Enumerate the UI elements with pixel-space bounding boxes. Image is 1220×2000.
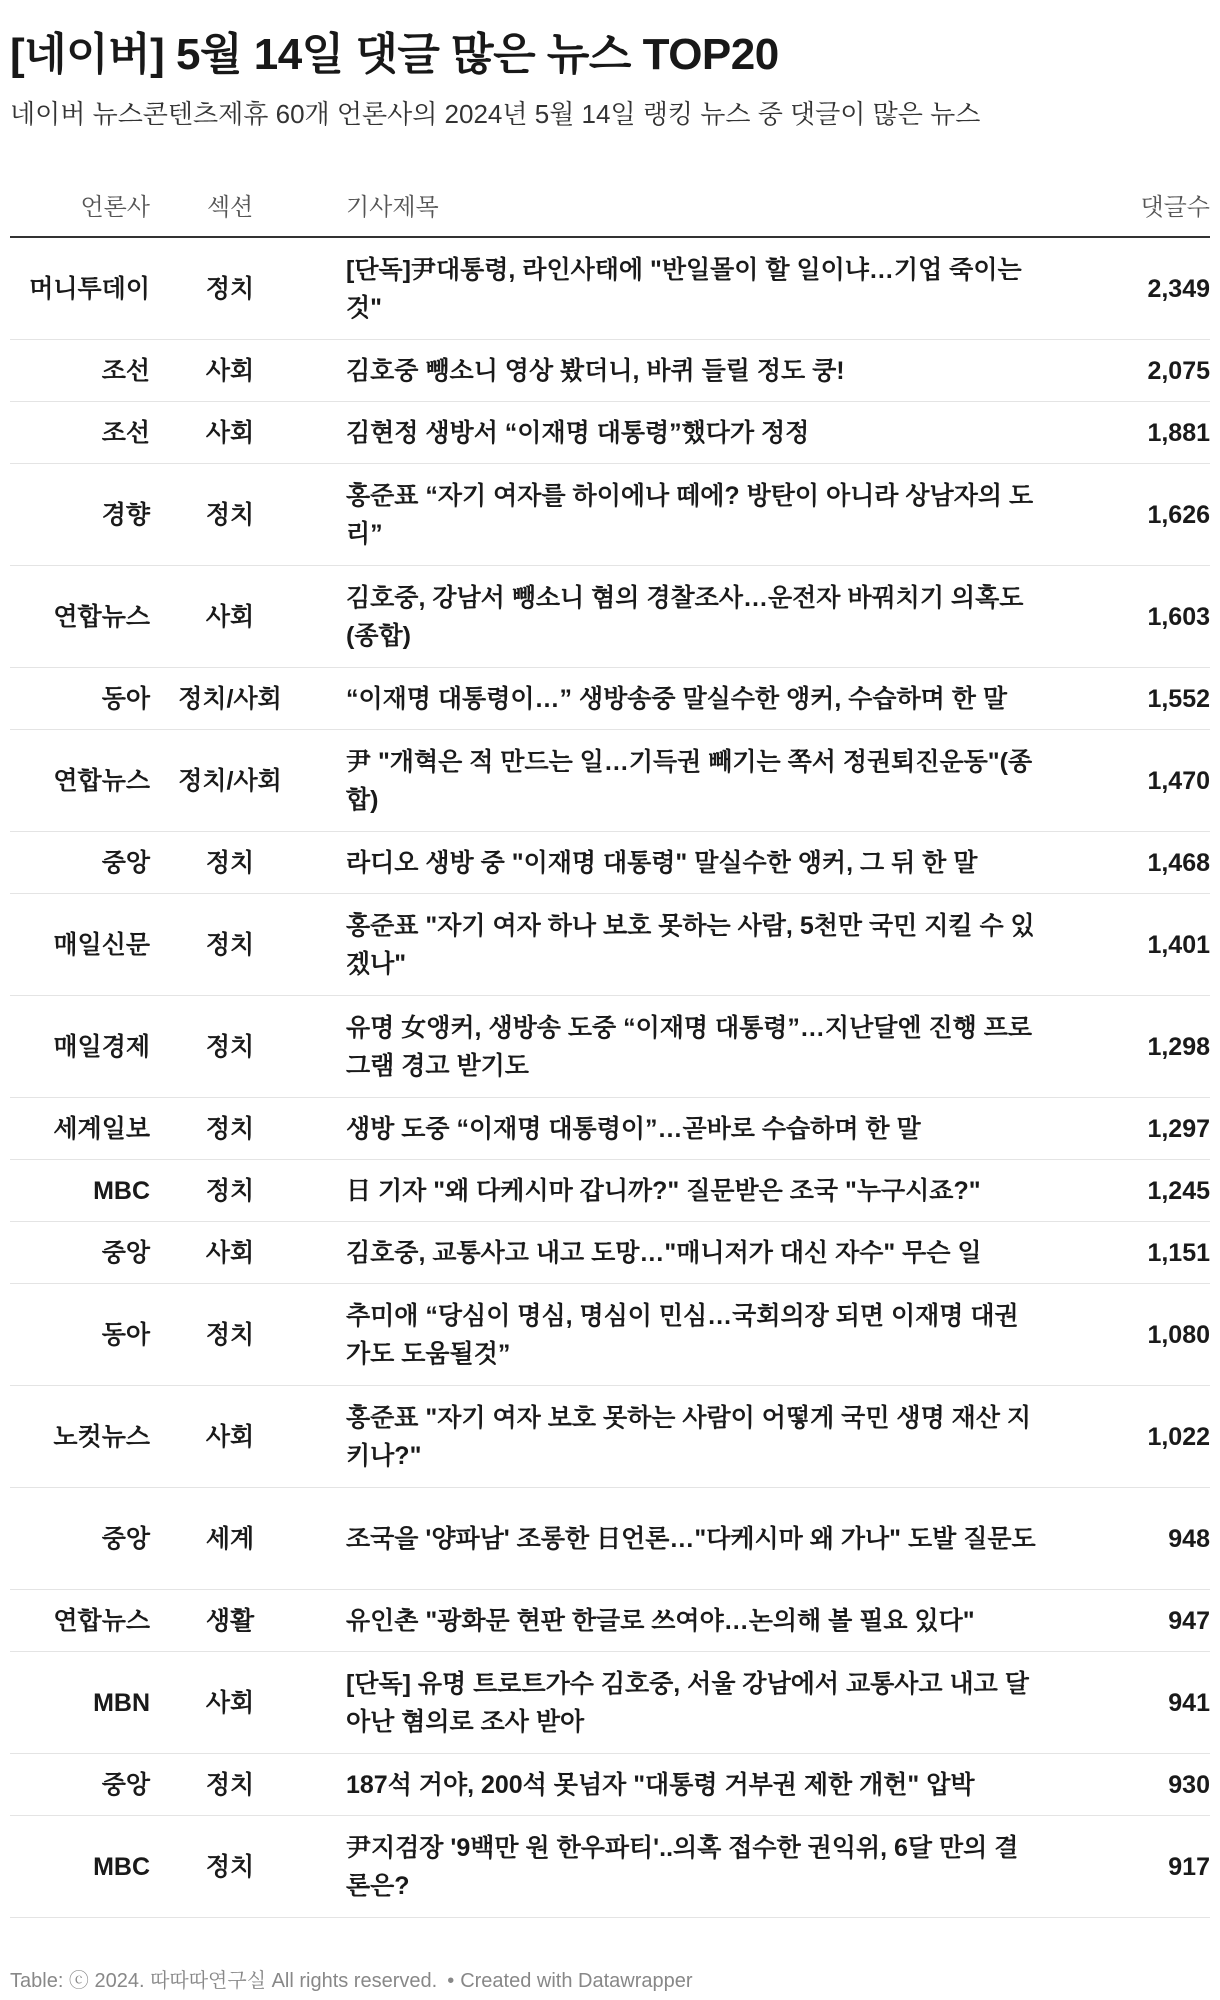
headline-text: 생방 도중 “이재명 대통령이”…곧바로 수습하며 한 말 <box>346 1114 921 1143</box>
cell-section: 정치 <box>150 1160 310 1222</box>
headline-text: 김호중 뺑소니 영상 봤더니, 바퀴 들릴 정도 쿵! <box>346 356 845 385</box>
headline-text: 유명 女앵커, 생방송 도중 “이재명 대통령”…지난달엔 진행 프로그램 경고 받기도 <box>346 1013 1033 1080</box>
cell-headline <box>310 668 1050 730</box>
cell-section: 정치 <box>150 237 310 340</box>
cell-headline <box>310 464 1050 566</box>
cell-comment-count: 1,552 <box>1050 668 1210 730</box>
headline-text: 홍준표 "자기 여자 하나 보호 못하는 사람, 5천만 국민 지킬 수 있겠나" <box>346 911 1035 978</box>
cell-headline <box>310 340 1050 402</box>
table-row <box>10 1652 1210 1754</box>
cell-publisher: 조선 <box>10 340 150 402</box>
cell-comment-count: 1,151 <box>1050 1222 1210 1284</box>
cell-headline <box>310 402 1050 464</box>
headline-text: 유인촌 "광화문 현판 한글로 쓰여야…논의해 볼 필요 있다" <box>346 1606 975 1635</box>
table-row <box>10 668 1210 730</box>
cell-section: 정치/사회 <box>150 730 310 832</box>
column-header-section: 섹션 <box>150 172 310 237</box>
cell-comment-count: 941 <box>1050 1652 1210 1754</box>
cell-headline <box>310 996 1050 1098</box>
headline-text: 홍준표 "자기 여자 보호 못하는 사람이 어떻게 국민 생명 재산 지키나?" <box>346 1403 1032 1470</box>
headline-text: 김호중, 강남서 뺑소니 혐의 경찰조사…운전자 바꿔치기 의혹도(종합) <box>346 583 1024 650</box>
cell-comment-count: 1,245 <box>1050 1160 1210 1222</box>
cell-headline <box>310 1590 1050 1652</box>
cell-comment-count: 1,626 <box>1050 464 1210 566</box>
cell-section: 사회 <box>150 402 310 464</box>
cell-comment-count: 917 <box>1050 1816 1210 1918</box>
cell-comment-count: 1,298 <box>1050 996 1210 1098</box>
cell-section: 정치 <box>150 1284 310 1386</box>
cell-headline <box>310 1284 1050 1386</box>
table-row <box>10 1488 1210 1590</box>
table-row <box>10 1284 1210 1386</box>
table-row <box>10 402 1210 464</box>
cell-comment-count: 1,468 <box>1050 832 1210 894</box>
headline-text: 187석 거야, 200석 못넘자 "대통령 거부권 제한 개헌" 압박 <box>346 1770 975 1799</box>
cell-headline <box>310 832 1050 894</box>
cell-headline <box>310 1754 1050 1816</box>
cell-comment-count: 1,881 <box>1050 402 1210 464</box>
cell-comment-count: 1,080 <box>1050 1284 1210 1386</box>
cell-section: 정치 <box>150 996 310 1098</box>
headline-text: 尹 "개혁은 적 만드는 일…기득권 빼기는 쪽서 정권퇴진운동"(종합) <box>346 747 1033 814</box>
table-row <box>10 730 1210 832</box>
column-header-headline <box>310 172 1050 237</box>
cell-publisher: MBC <box>10 1816 150 1918</box>
cell-comment-count: 1,297 <box>1050 1098 1210 1160</box>
table-body <box>10 237 1210 1918</box>
headline-text: 추미애 “당심이 명심, 명심이 민심…국회의장 되면 이재명 대권가도 도움될것” <box>346 1301 1019 1368</box>
cell-comment-count: 2,349 <box>1050 237 1210 340</box>
headline-text: [단독]尹대통령, 라인사태에 "반일몰이 할 일이냐…기업 죽이는 것" <box>346 255 1022 322</box>
cell-publisher: 중앙 <box>10 1754 150 1816</box>
comments-ranking-table <box>10 172 1210 1918</box>
column-header-comments: 댓글수 <box>1050 172 1210 237</box>
table-row <box>10 1160 1210 1222</box>
cell-publisher: 조선 <box>10 402 150 464</box>
cell-section: 정치/사회 <box>150 668 310 730</box>
headline-text: 尹지검장 '9백만 원 한우파티'..의혹 접수한 권익위, 6달 만의 결론은? <box>346 1833 1019 1900</box>
table-row <box>10 894 1210 996</box>
cell-comment-count: 1,401 <box>1050 894 1210 996</box>
cell-section: 정치 <box>150 832 310 894</box>
cell-section: 생활 <box>150 1590 310 1652</box>
footer-credit: Table: ⓒ 2024. 따따따연구실 All rights reserved. <box>10 1970 438 1992</box>
table-title: [네이버] 5월 14일 댓글 많은 뉴스 TOP20 <box>10 30 779 79</box>
cell-publisher: 노컷뉴스 <box>10 1386 150 1488</box>
table-row <box>10 996 1210 1098</box>
cell-publisher: 세계일보 <box>10 1098 150 1160</box>
headline-text: [단독] 유명 트로트가수 김호중, 서울 강남에서 교통사고 내고 달아난 혐의로 조사 받아 <box>346 1669 1029 1736</box>
cell-headline <box>310 1386 1050 1488</box>
cell-headline <box>310 894 1050 996</box>
cell-publisher: 매일경제 <box>10 996 150 1098</box>
headline-text: 홍준표 “자기 여자를 하이에나 떼에? 방탄이 아니라 상남자의 도리” <box>346 481 1034 548</box>
headline-text: 라디오 생방 중 "이재명 대통령" 말실수한 앵커, 그 뒤 한 말 <box>346 848 978 877</box>
cell-publisher: MBC <box>10 1160 150 1222</box>
table-row <box>10 237 1210 340</box>
cell-comment-count: 1,470 <box>1050 730 1210 832</box>
table-row <box>10 1386 1210 1488</box>
table-row <box>10 1098 1210 1160</box>
footer-datawrapper-link[interactable]: Created with Datawrapper <box>460 1970 693 1992</box>
cell-publisher: 머니투데이 <box>10 237 150 340</box>
cell-publisher: 동아 <box>10 1284 150 1386</box>
table-row <box>10 464 1210 566</box>
cell-comment-count: 947 <box>1050 1590 1210 1652</box>
cell-section: 정치 <box>150 894 310 996</box>
cell-headline <box>310 1098 1050 1160</box>
table-subtitle: 네이버 뉴스콘텐츠제휴 60개 언론사의 2024년 5월 14일 랭킹 뉴스 중 댓글이 많은 뉴스 <box>10 99 981 129</box>
cell-headline <box>310 1222 1050 1284</box>
headline-text: “이재명 대통령이…” 생방송중 말실수한 앵커, 수습하며 한 말 <box>346 684 1008 713</box>
cell-section: 사회 <box>150 1652 310 1754</box>
cell-publisher: 중앙 <box>10 1488 150 1590</box>
cell-comment-count: 1,022 <box>1050 1386 1210 1488</box>
cell-headline <box>310 566 1050 668</box>
cell-comment-count: 1,603 <box>1050 566 1210 668</box>
column-header-publisher: 언론사 <box>10 172 150 237</box>
cell-headline <box>310 1816 1050 1918</box>
cell-headline <box>310 1488 1050 1590</box>
cell-publisher: 경향 <box>10 464 150 566</box>
table-row <box>10 340 1210 402</box>
cell-publisher: 중앙 <box>10 1222 150 1284</box>
column-header-headline-label: 기사제목 <box>346 193 439 221</box>
table-row <box>10 1816 1210 1918</box>
table-row <box>10 1590 1210 1652</box>
cell-publisher: 연합뉴스 <box>10 730 150 832</box>
table-row <box>10 566 1210 668</box>
cell-publisher: 중앙 <box>10 832 150 894</box>
table-row <box>10 1222 1210 1284</box>
cell-publisher: MBN <box>10 1652 150 1754</box>
headline-text: 日 기자 "왜 다케시마 갑니까?" 질문받은 조국 "누구시죠?" <box>346 1176 981 1205</box>
cell-headline <box>310 1652 1050 1754</box>
cell-comment-count: 930 <box>1050 1754 1210 1816</box>
cell-section: 사회 <box>150 340 310 402</box>
cell-section: 정치 <box>150 1816 310 1918</box>
cell-publisher: 동아 <box>10 668 150 730</box>
table-header-row <box>10 172 1210 237</box>
cell-comment-count: 2,075 <box>1050 340 1210 402</box>
headline-text: 김호중, 교통사고 내고 도망…"매니저가 대신 자수" 무슨 일 <box>346 1238 982 1267</box>
cell-section: 사회 <box>150 566 310 668</box>
footer-separator: • <box>447 1970 455 1992</box>
cell-section: 사회 <box>150 1222 310 1284</box>
table-footer <box>10 1964 693 1993</box>
cell-headline <box>310 730 1050 832</box>
cell-headline <box>310 1160 1050 1222</box>
cell-section: 정치 <box>150 1754 310 1816</box>
headline-text: 조국을 '양파남' 조롱한 日언론…"다케시마 왜 가나" 도발 질문도 <box>346 1524 1036 1553</box>
cell-headline <box>310 237 1050 340</box>
cell-section: 정치 <box>150 1098 310 1160</box>
table-row <box>10 832 1210 894</box>
cell-comment-count: 948 <box>1050 1488 1210 1590</box>
cell-section: 세계 <box>150 1488 310 1590</box>
headline-text: 김현정 생방서 “이재명 대통령”했다가 정정 <box>346 418 810 447</box>
cell-publisher: 연합뉴스 <box>10 1590 150 1652</box>
cell-publisher: 매일신문 <box>10 894 150 996</box>
cell-section: 사회 <box>150 1386 310 1488</box>
table-row <box>10 1754 1210 1816</box>
cell-publisher: 연합뉴스 <box>10 566 150 668</box>
cell-section: 정치 <box>150 464 310 566</box>
